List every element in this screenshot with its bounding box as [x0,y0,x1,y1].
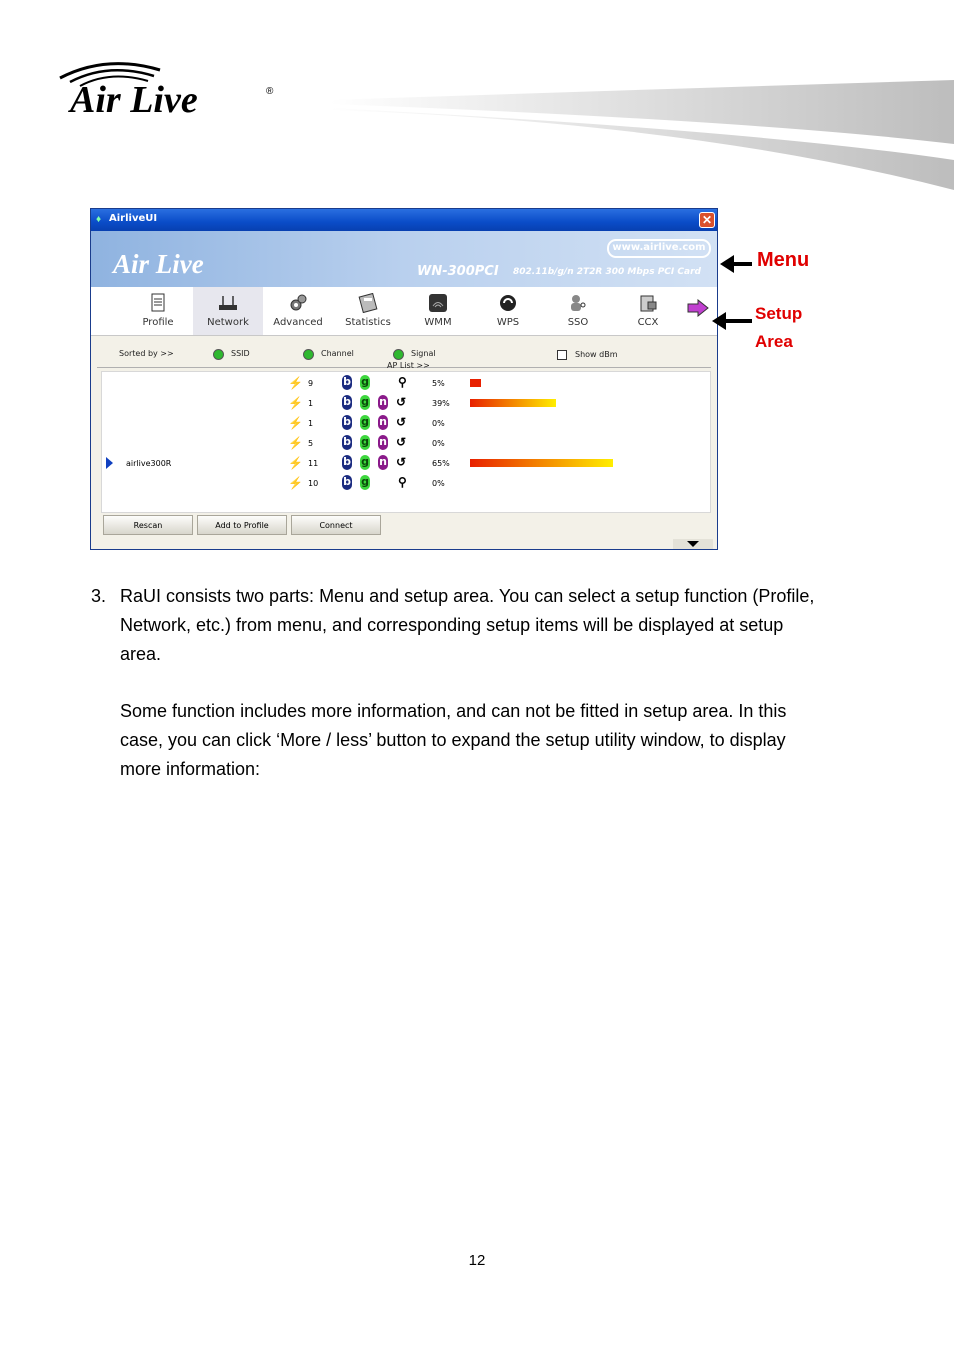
mode-g-badge: g [361,415,369,428]
paragraph-1-line-1: RaUI consists two parts: Menu and setup area. You can select a setup function (Profile, [120,586,815,606]
table-row[interactable] [102,474,710,492]
tab-label: WMM [424,317,452,328]
signal-icon: ⚡ [288,436,303,450]
header-swoosh [330,80,954,192]
mode-g-badge: g [361,455,369,468]
tab-wps[interactable] [473,287,543,335]
tab-profile[interactable] [123,287,193,335]
mode-b-badge: b [343,475,351,488]
connect-button[interactable]: Connect [291,515,381,535]
title-bar[interactable] [91,209,717,231]
channel-cell: 9 [308,379,314,388]
mode-n-badge: n [379,415,387,428]
encryption-icon: ↺ [396,435,407,449]
tab-wmm[interactable] [403,287,473,335]
tab-label: WPS [496,317,520,328]
expand-bar[interactable] [673,539,713,549]
paragraph-2-line-1: Some function includes more information, and can not be fitted in setup area. In this [120,701,787,721]
ap-list [101,371,711,513]
table-row[interactable] [102,394,710,412]
signal-percent-cell: 0% [432,479,445,488]
chevron-down-icon [673,539,713,549]
signal-percent-cell: 5% [432,379,445,388]
mode-b-badge: b [343,395,351,408]
encryption-icon: ↺ [396,415,407,429]
setup-callout-label: Setup [755,304,803,323]
mode-b-badge: b [343,435,351,448]
app-icon: ♦ [96,214,102,225]
tab-sso[interactable] [543,287,613,335]
antenna-icon: ⚲ [398,475,407,489]
tab-advanced[interactable] [263,287,333,335]
signal-strength-bar [470,379,481,387]
signal-percent-cell: 65% [432,459,450,468]
signal-icon: ⚡ [288,476,303,490]
channel-radio[interactable] [303,349,314,360]
router-icon [218,293,238,313]
more-less-arrow-icon[interactable] [687,299,709,317]
table-row[interactable] [102,414,710,432]
signal-sort-label: Signal [411,349,436,358]
mode-n-badge: n [379,435,387,448]
add-to-profile-button[interactable]: Add to Profile [197,515,287,535]
tab-label: Profile [142,317,174,328]
channel-cell: 11 [308,459,319,468]
banner-url: www.airlive.com [607,239,711,258]
ssid-cell: airlive300R [126,459,172,468]
encryption-icon: ↺ [396,455,407,469]
menu-toolbar [91,287,717,336]
signal-percent-cell: 0% [432,419,445,428]
ssid-radio[interactable] [213,349,224,360]
show-dbm-checkbox[interactable] [557,350,567,360]
window-title: AirliveUI [109,213,158,224]
banner-model: WN-300PCI [417,264,499,279]
mode-n-badge: n [379,395,387,408]
ssid-sort-label: SSID [231,349,250,358]
signal-icon: ⚡ [288,416,303,430]
mode-g-badge: g [361,375,369,388]
calculator-icon [358,293,378,313]
channel-cell: 10 [308,479,319,488]
ap-list-label: AP List >> [387,361,430,370]
tab-label: CCX [637,317,659,328]
sort-bar [97,343,711,368]
page-number: 12 [468,1252,486,1269]
gears-icon [288,293,308,313]
wps-icon [498,293,518,313]
profile-icon [148,293,168,313]
tab-label: SSO [567,317,589,328]
close-button[interactable]: ✕ [699,212,715,228]
signal-percent-cell: 0% [432,439,445,448]
banner-logo: Air Live [113,249,204,279]
user-key-icon [568,293,588,313]
mode-b-badge: b [343,455,351,468]
rescan-button[interactable]: Rescan [103,515,193,535]
registered-mark: ® [266,86,274,97]
signal-icon: ⚡ [288,376,303,390]
airlive-logo: Air Live [70,79,198,121]
banner [91,231,717,287]
antenna-icon: ⚲ [398,375,407,389]
channel-cell: 5 [308,439,314,448]
tab-label: Statistics [345,317,391,328]
wmm-icon [428,293,448,313]
signal-radio[interactable] [393,349,404,360]
table-row[interactable] [102,374,710,392]
tab-network[interactable] [193,287,263,335]
tab-label: Advanced [273,317,323,328]
encryption-icon: ↺ [396,395,407,409]
show-dbm-label: Show dBm [575,350,618,359]
signal-strength-bar [470,399,556,407]
tab-label: Network [207,317,249,328]
channel-sort-label: Channel [321,349,354,358]
paragraph-1-line-2: Network, etc.) from menu, and corresponding setup items will be displayed at setup [120,615,784,635]
mode-g-badge: g [361,475,369,488]
channel-cell: 1 [308,399,314,408]
tab-ccx[interactable] [613,287,683,335]
mode-g-badge: g [361,435,369,448]
mode-b-badge: b [343,375,351,388]
ccx-icon [638,293,658,313]
paragraph-2-line-3: more information: [120,759,261,779]
table-row[interactable] [102,454,710,472]
airliveui-window [90,208,718,550]
banner-desc: 802.11b/g/n 2T2R 300 Mbps PCI Card [513,267,701,277]
tab-statistics[interactable] [333,287,403,335]
channel-cell: 1 [308,419,314,428]
selected-indicator-icon [106,457,113,469]
signal-icon: ⚡ [288,396,303,410]
table-row[interactable] [102,434,710,452]
setup-arrow-shaft [724,319,752,323]
paragraph-2-line-2: case, you can click ‘More / less’ button to expand the setup utility window, to display [120,730,786,750]
area-callout-label: Area [755,332,793,351]
signal-icon: ⚡ [288,456,303,470]
signal-percent-cell: 39% [432,399,450,408]
menu-callout-label: Menu [757,249,810,271]
mode-n-badge: n [379,455,387,468]
mode-b-badge: b [343,415,351,428]
menu-arrow-shaft [732,262,752,266]
list-number: 3. [91,586,107,606]
paragraph-1-line-3: area. [120,644,162,664]
signal-strength-bar [470,459,613,467]
sorted-by-label: Sorted by >> [119,349,174,358]
mode-g-badge: g [361,395,369,408]
